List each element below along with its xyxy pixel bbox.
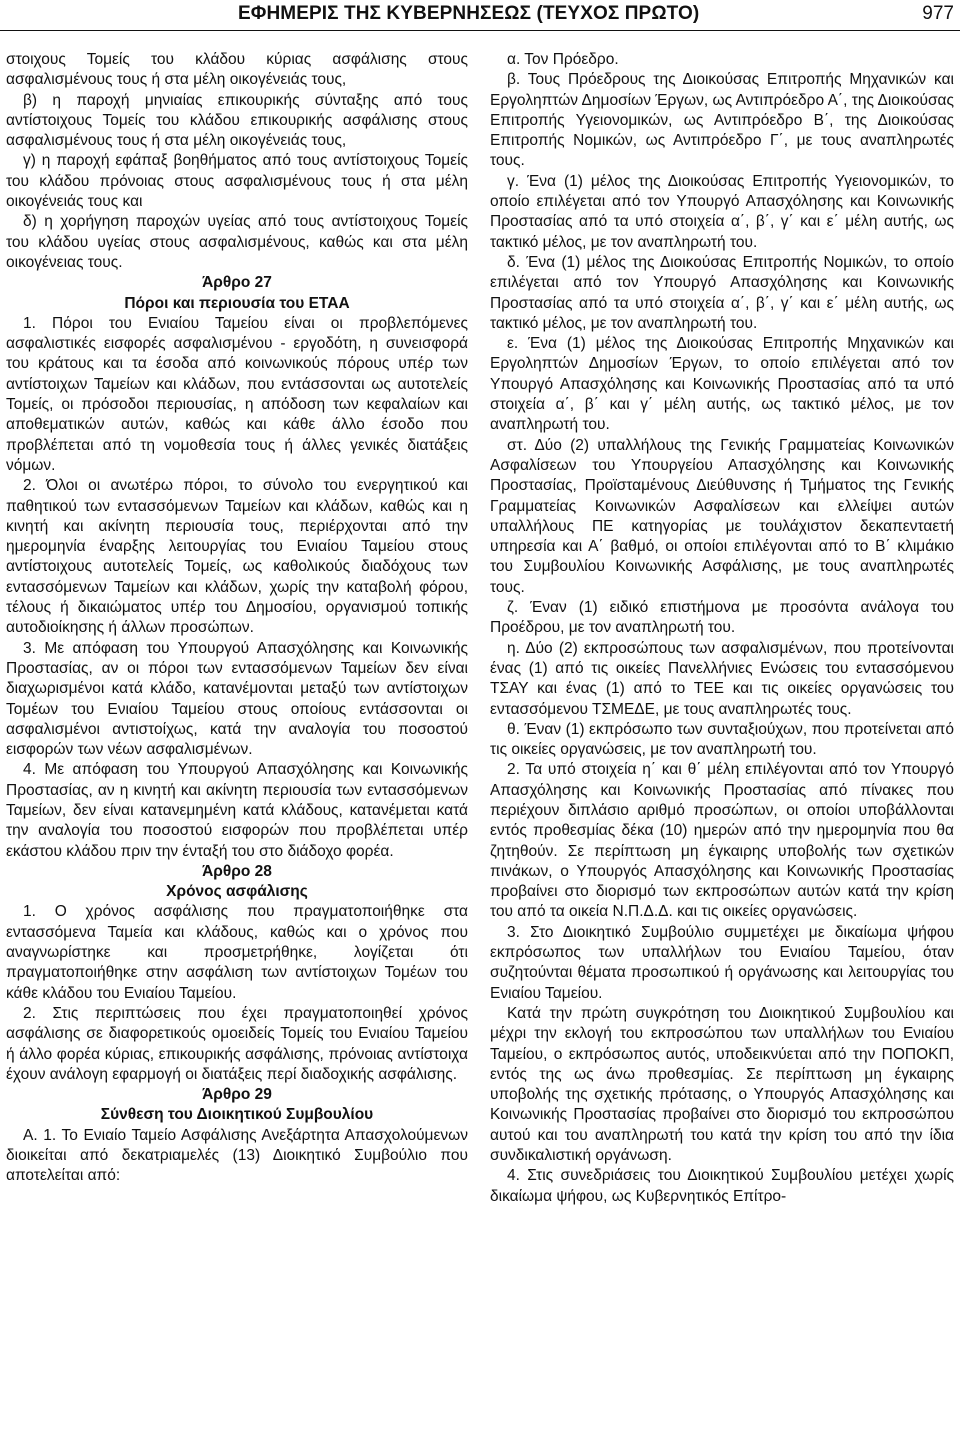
- header-rule: [0, 30, 960, 31]
- paragraph: α. Τον Πρόεδρο.: [507, 51, 619, 68]
- article-number: Άρθρο 29: [202, 1086, 272, 1104]
- page-number: 977: [922, 3, 954, 24]
- page-header: [0, 0, 960, 34]
- paragraph: η. Δύο (2) εκπροσώπους των ασφαλισμένων, που προτείνονται ένας (1) από τις οικείες Πανελλήνιες Ενώσεις του εντασσόμενου ΤΣΑΥ και ένας (1) από το ΤΕΕ και τις οικείες οργανώσεις του εντασσόμενου ΤΣΜΕΔΕ, με τους αναπληρωτές τους.: [490, 639, 954, 718]
- paragraph: Α. 1. Το Ενιαίο Ταμείο Ασφάλισης Ανεξάρτητα Απασχολούμενων διοικείται από δεκατριαμελές (13) Διοικητικό Συμβούλιο που αποτελείται από:: [6, 1126, 468, 1185]
- paragraph: 1. Ο χρόνος ασφάλισης που πραγματοποιήθηκε στα εντασσόμενα Ταμεία και κλάδους, καθώς και ο χρόνος που αναγνωρίστηκε και προσμετρήθηκε, λογίζεται ότι πραγματοποιήθηκε στην ασφάλιση των αντίστοιχων Τομέων του κάθε κλάδου του Ενιαίου Ταμείου.: [6, 903, 468, 1002]
- article-title: Σύνθεση του Διοικητικού Συμβουλίου: [100, 1106, 374, 1124]
- paragraph: ε. Ένα (1) μέλος της Διοικούσας Επιτροπής Μηχανικών και Εργοληπτών Δημοσίων Έργων, το οποίο επιλέγεται από τον Υπουργό Απασχόλησης και Κοινωνικής Προστασίας από τα υπό στοιχεία α΄, β΄ και γ΄ μέλη αυτής, ως τακτικό μέλος, με τον αναπληρωτή του.: [490, 335, 954, 434]
- paragraph: 3. Στο Διοικητικό Συμβούλιο συμμετέχει με δικαίωμα ψήφου εκπρόσωπος των υπαλλήλων του Ενιαίου Ταμείου, όταν συζητούνται θέματα προσωπικού ή οργάνωσης και λειτουργίας του Ενιαίου Ταμείου.: [490, 923, 954, 1002]
- paragraph: 2. Στις περιπτώσεις που έχει πραγματοποιηθεί χρόνος ασφάλισης σε διαφορετικούς ομοειδείς Τομείς του Ενιαίου Ταμείου ή άλλο φορέα κύριας, επικουρικής ασφάλισης, πρόνοιας αντίστοιχα έχουν ανάλογη εφαρμογή οι διατάξεις περί διαδοχικής ασφάλισης.: [6, 1004, 468, 1083]
- article-number: Άρθρο 27: [202, 274, 272, 292]
- paragraph: β) η παροχή μηνιαίας επικουρικής σύνταξης από τους αντίστοιχους Τομείς του κλάδου επικουρικής ασφάλισης στους ασφαλισμένους τους ή στα μέλη οικογένειάς τους,: [6, 91, 468, 150]
- paragraph: δ) η χορήγηση παροχών υγείας από τους αντίστοιχους Τομείς του κλάδου υγείας στους ασφαλισμένους, καθώς και στα μέλη οικογένειας τους.: [6, 213, 468, 271]
- article-title: Χρόνος ασφάλισης: [166, 883, 308, 901]
- paragraph: στοιχους Τομείς του κλάδου κύριας ασφάλισης στους ασφαλισμένους τους ή στα μέλη οικογένειάς τους,: [6, 51, 468, 89]
- right-column: [490, 50, 954, 1207]
- paragraph: β. Τους Πρόεδρους της Διοικούσας Επιτροπής Μηχανικών και Εργοληπτών Δημοσίων Έργων, ως Αντιπρόεδρο Α΄, της Διοικούσας Επιτροπής Υγειονομικών, ως Αντιπρόεδρο Β΄, της Διοικούσας Επιτροπής Νομικών, ως Αντιπρόεδρο Γ΄, με τους αναπληρωτές τους.: [490, 71, 954, 170]
- paragraph: 4. Με απόφαση του Υπουργού Απασχόλησης και Κοινωνικής Προστασίας, αν η κινητή και ακίνητη περιουσία των εντασσόμενων Ταμείων, δεν είναι κατανεμημένη κατά κλάδους, κατανέμεται κατά την αναλογία του ποσοστού εισφορών που προβλέπεται υπέρ εκάστου κλάδου πριν την ένταξή του στο διάδοχο φορέα.: [6, 761, 468, 860]
- paragraph: 2. Όλοι οι ανωτέρω πόροι, το σύνολο του ενεργητικού και παθητικού των εντασσόμενων Ταμείων και κλάδων, καθώς και η κινητή και ακίνητη περιουσία τους, περιέρχονται από την ημερομηνία έναρξης λειτουργίας του Ενιαίου Ταμείου στους αντίστοιχους αυτοτελείς Τομείς, ως καθολικούς διαδόχους των εντασσόμενων Ταμείων και κλάδων, χωρίς την καταβολή φόρου, τέλους ή δικαιώματος υπέρ του Δημοσίου, οργανισμού τοπικής αυτοδιοίκησης ή άλλων προσώπων.: [6, 477, 468, 637]
- paragraph: 1. Πόροι του Ενιαίου Ταμείου είναι οι προβλεπόμενες ασφαλιστικές εισφορές ασφαλισμένου - εργοδότη, η συνεισφορά του κράτους και τα έσοδα από κοινωνικούς πόρους υπέρ των αντίστοιχων Ταμείων και κλάδων, που εντάσσονται ως αυτοτελείς Τομείς, οι πρόσοδοι περιουσίας, η απόδοση των κεφαλαίων και αποθεματικών αυτών, καθώς και κάθε άλλο έσοδο που προβλέπεται από τη νομοθεσία τους ή άλλες γενικές διατάξεις νόμων.: [6, 314, 468, 474]
- left-column: [6, 50, 468, 1187]
- paragraph: στ. Δύο (2) υπαλλήλους της Γενικής Γραμματείας Κοινωνικών Ασφαλίσεων του Υπουργείου Απασχόλησης και Κοινωνικής Προστασίας, Προϊσταμένους Διεύθυνσης ή Τμήματος της Γενικής Γραμματείας Κοινωνικών Ασφαλίσεων και ελλείψει αυτών υπαλλήλους ΠΕ κατηγορίας με τουλάχιστον δεκαπενταετή υπηρεσία και Α΄ βαθμό, οι οποίοι επιλέγονται από το Β΄ κλιμάκιο του Συμβουλίου Κοινωνικής Ασφάλισης, με τους αναπληρωτές τους.: [490, 436, 954, 596]
- article-title: Πόροι και περιουσία του ΕΤΑΑ: [124, 294, 350, 312]
- paragraph: γ. Ένα (1) μέλος της Διοικούσας Επιτροπής Υγειονομικών, το οποίο επιλέγεται από τον Υπουργό Απασχόλησης και Κοινωνικής Προστασίας από τα υπό στοιχεία α΄, β΄, γ΄ και ε΄ μέλη αυτής, ως τακτικό μέλος, με τον αναπληρωτή του.: [490, 172, 954, 251]
- paragraph: δ. Ένα (1) μέλος της Διοικούσας Επιτροπής Νομικών, το οποίο επιλέγεται από τον Υπουργό Απασχόλησης και Κοινωνικής Προστασίας από τα υπό στοιχεία α΄, β΄, γ΄ και ε΄ μέλη αυτής, ως τακτικό μέλος, με τον αναπληρωτή του.: [490, 253, 954, 332]
- paragraph: 3. Με απόφαση του Υπουργού Απασχόλησης και Κοινωνικής Προστασίας, αν οι πόροι των εντασσόμενων Ταμείων δεν είναι διαχωρισμένοι κατά κλάδο, κατανέμονται μεταξύ των αντίστοιχων Τομέων του Ενιαίου Ταμείου στους οποίους εντάσσονται οι ασφαλισμένοι αντιστοίχως, κατά την αναλογία του ποσοστού εισφορών των νέων ασφαλισμένων.: [6, 639, 468, 759]
- paragraph: θ. Έναν (1) εκπρόσωπο των συνταξιούχων, που προτείνεται από τις οικείες οργανώσεις, με τον αναπληρωτή του.: [490, 720, 954, 759]
- gazette-title: ΕΦΗΜΕΡΙΣ ΤΗΣ ΚΥΒΕΡΝΗΣΕΩΣ (ΤΕΥΧΟΣ ΠΡΩΤΟ): [238, 3, 700, 24]
- paragraph: Κατά την πρώτη συγκρότηση του Διοικητικού Συμβουλίου και μέχρι την εκλογή του εκπροσώπου των υπαλλήλων του Ενιαίου Ταμείου, ο εκπρόσωπος αυτός, υποδεικνύεται από την ΠΟΠΟΚΠ, εντός της ως άνω προθεσμίας. Σε περίπτωση μη έγκαιρης υποβολής της σχετικής πρότασης, ο Υπουργός Απασχόλησης και Κοινωνικής Προστασίας προβαίνει στο διορισμό του εκπροσώπου αυτού και του αναπληρωτή του κατά την κρίση του από την ίδια συνδικαλιστική οργάνωση.: [490, 1004, 954, 1165]
- article-number: Άρθρο 28: [202, 862, 272, 880]
- paragraph: ζ. Έναν (1) ειδικό επιστήμονα με προσόντα ανάλογα του Προέδρου, με τον αναπληρωτή του.: [490, 599, 954, 637]
- paragraph: 2. Τα υπό στοιχεία η΄ και θ΄ μέλη επιλέγονται από τον Υπουργό Απασχόλησης και Κοινωνικής Προστασίας από πίνακες που περιέχουν διπλάσιο αριθμό προσώπων, οι οποίοι υποβάλλονται εντός προθεσμίας δέκα (10) ημερών από την ημερομηνία που θα ζητηθούν. Σε περίπτωση μη έγκαιρης υποβολής των σχετικών πινάκων, ο Υπουργός Απασχόλησης και Κοινωνικής Προστασίας προβαίνει στο διορισμό των εκπροσώπων αυτών κατά την κρίση του από τα οικεία Ν.Π.Δ.Δ. και τις οικείες οργανώσεις.: [490, 761, 954, 921]
- paragraph: 4. Στις συνεδριάσεις του Διοικητικού Συμβουλίου μετέχει χωρίς δικαίωμα ψήφου, ως Κυβερνητικός Επίτρο-: [490, 1167, 954, 1205]
- paragraph: γ) η παροχή εφάπαξ βοηθήματος από τους αντίστοιχους Τομείς του κλάδου πρόνοιας στους ασφαλισμένους τους ή στα μέλη οικογένειάς τους και: [6, 152, 468, 211]
